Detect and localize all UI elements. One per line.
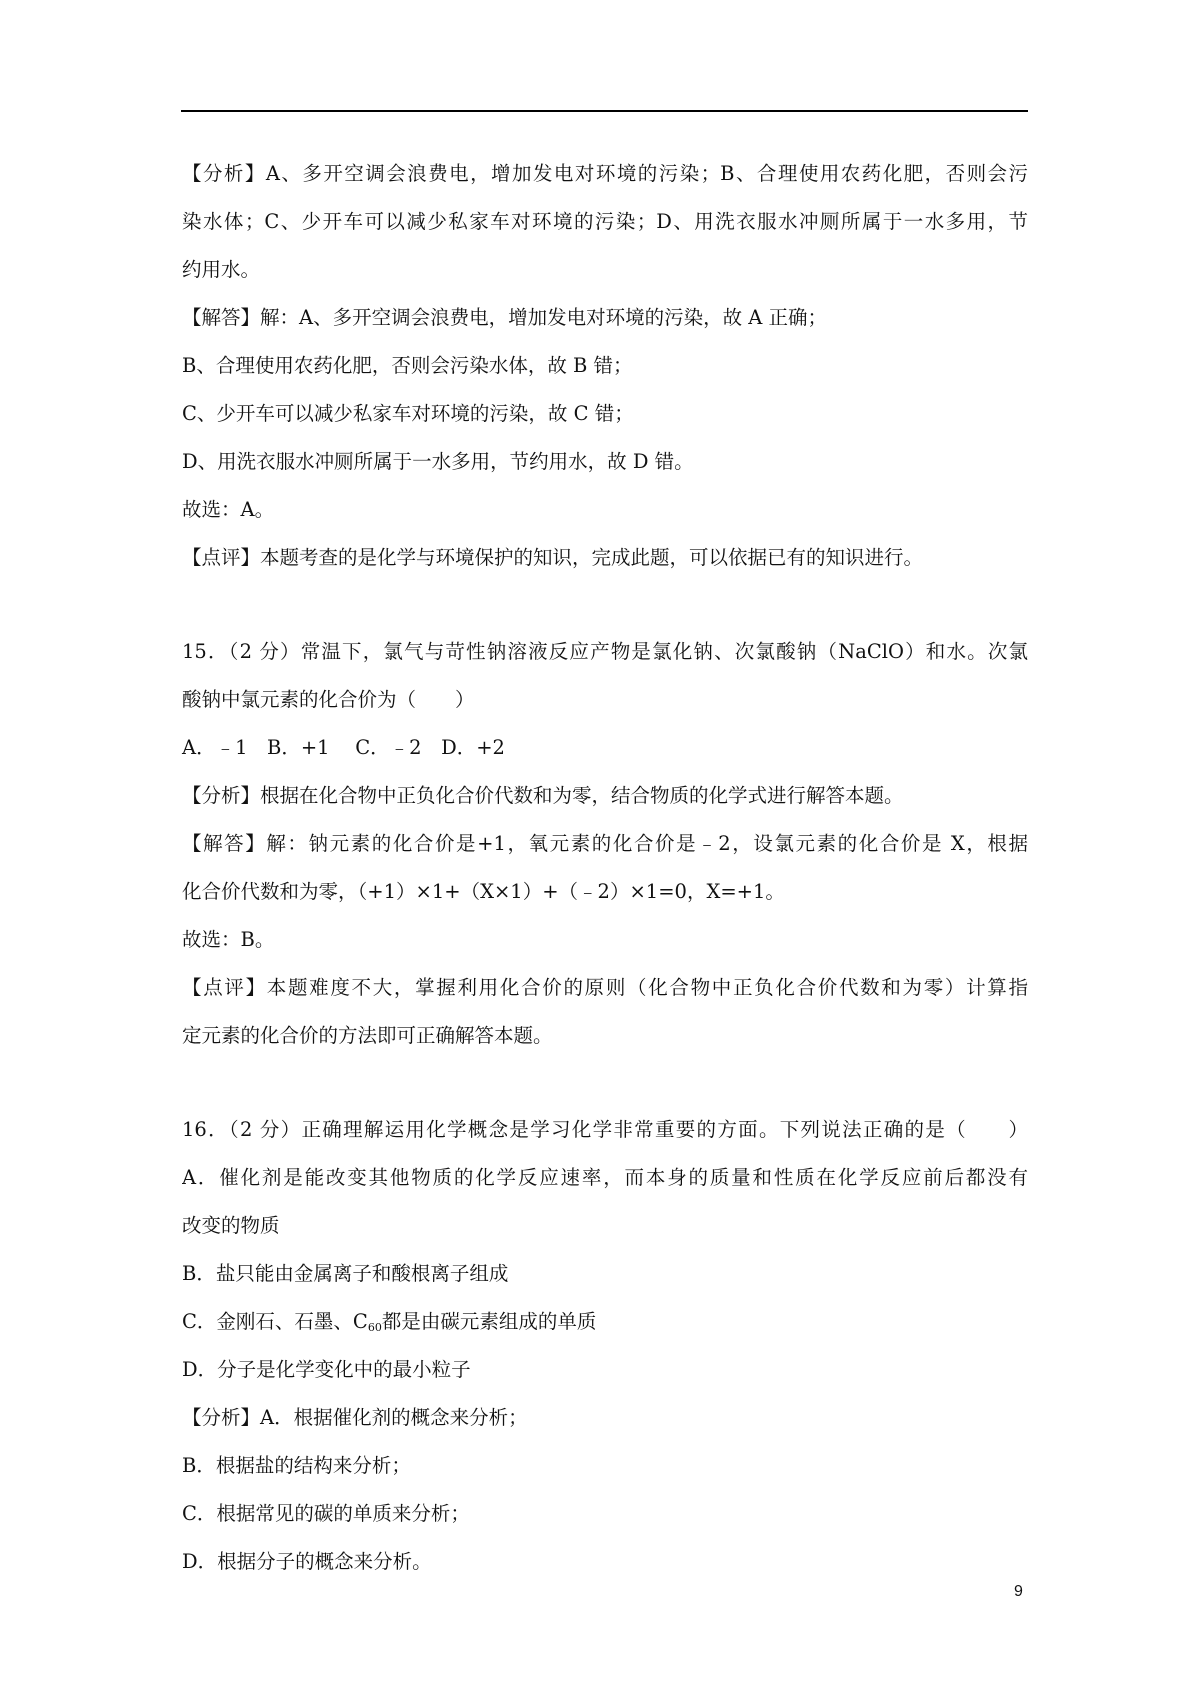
q15-analysis: 【分析】根据在化合物中正负化合价代数和为零，结合物质的化学式进行解答本题。 (182, 784, 904, 807)
q15-comment-line-2: 定元素的化合价的方法即可正确解答本题。 (182, 1024, 553, 1047)
q14-analysis-line-3: 约用水。 (182, 258, 261, 281)
q15-solution-line-1: 【解答】解：钠元素的化合价是+1，氧元素的化合价是﹣2，设氯元素的化合价是 X，根据 (182, 832, 1028, 855)
page-content (182, 150, 1028, 1586)
q16-analysis-line-1: 【分析】A．根据催化剂的概念来分析； (182, 1406, 528, 1429)
q14-solution-line-1: 【解答】解：A、多开空调会浪费电，增加发电对环境的污染，故 A 正确； (182, 306, 828, 329)
q14-analysis-line-2: 染水体；C、少开车可以减少私家车对环境的污染；D、用洗衣服水冲厕所属于一水多用，节 (182, 210, 1028, 233)
q16-option-a-line-1: A．催化剂是能改变其他物质的化学反应速率，而本身的质量和性质在化学反应前后都没有 (182, 1166, 1028, 1189)
q16-option-c-subscript: 60 (367, 1321, 382, 1334)
q16-option-a-line-2: 改变的物质 (182, 1214, 280, 1237)
q15-question-line-1: 15．（2 分）常温下，氯气与苛性钠溶液反应产物是氯化钠、次氯酸钠（NaClO）和水。次氯 (182, 640, 1028, 663)
q14-solution-line-2: B、合理使用农药化肥，否则会污染水体，故 B 错； (182, 354, 633, 377)
q16-option-c-prefix: C．金刚石、石墨、C (182, 1310, 368, 1333)
q16-option-d: D．分子是化学变化中的最小粒子 (182, 1358, 471, 1381)
q15-question-line-2: 酸钠中氯元素的化合价为（ ） (182, 688, 475, 711)
q16-option-c (182, 1298, 1028, 1346)
q14-solution-line-4: D、用洗衣服水冲厕所属于一水多用，节约用水，故 D 错。 (182, 450, 694, 473)
section-gap (182, 582, 1028, 628)
q14-solution-line-3: C、少开车可以减少私家车对环境的污染，故 C 错； (182, 402, 634, 425)
q16-option-c-suffix: 都是由碳元素组成的单质 (381, 1310, 597, 1333)
q14-choice: 故选：A。 (182, 498, 275, 521)
section-gap (182, 1060, 1028, 1106)
q16-option-b: B．盐只能由金属离子和酸根离子组成 (182, 1262, 509, 1285)
q14-comment: 【点评】本题考查的是化学与环境保护的知识，完成此题，可以依据已有的知识进行。 (182, 546, 924, 569)
q16-analysis-line-3: C．根据常见的碳的单质来分析； (182, 1502, 470, 1525)
q15-comment-line-1: 【点评】本题难度不大，掌握利用化合价的原则（化合物中正负化合价代数和为零）计算指 (182, 976, 1028, 999)
q15-solution-line-2: 化合价代数和为零，（+1）×1+（X×1）+（﹣2）×1=0，X=+1。 (182, 880, 785, 903)
q16-analysis-line-4: D．根据分子的概念来分析。 (182, 1550, 432, 1573)
q16-analysis-line-2: B．根据盐的结构来分析； (182, 1454, 411, 1477)
q15-options: A．﹣1 B．+1 C．﹣2 D．+2 (182, 736, 505, 759)
q14-analysis-line-1: 【分析】A、多开空调会浪费电，增加发电对环境的污染；B、合理使用农药化肥，否则会污 (182, 162, 1028, 185)
header-rule (181, 110, 1028, 112)
q16-question: 16．（2 分）正确理解运用化学概念是学习化学非常重要的方面。下列说法正确的是（ ） (182, 1118, 1028, 1141)
page-number: 9 (1014, 1583, 1023, 1600)
q15-choice: 故选：B。 (182, 928, 275, 951)
